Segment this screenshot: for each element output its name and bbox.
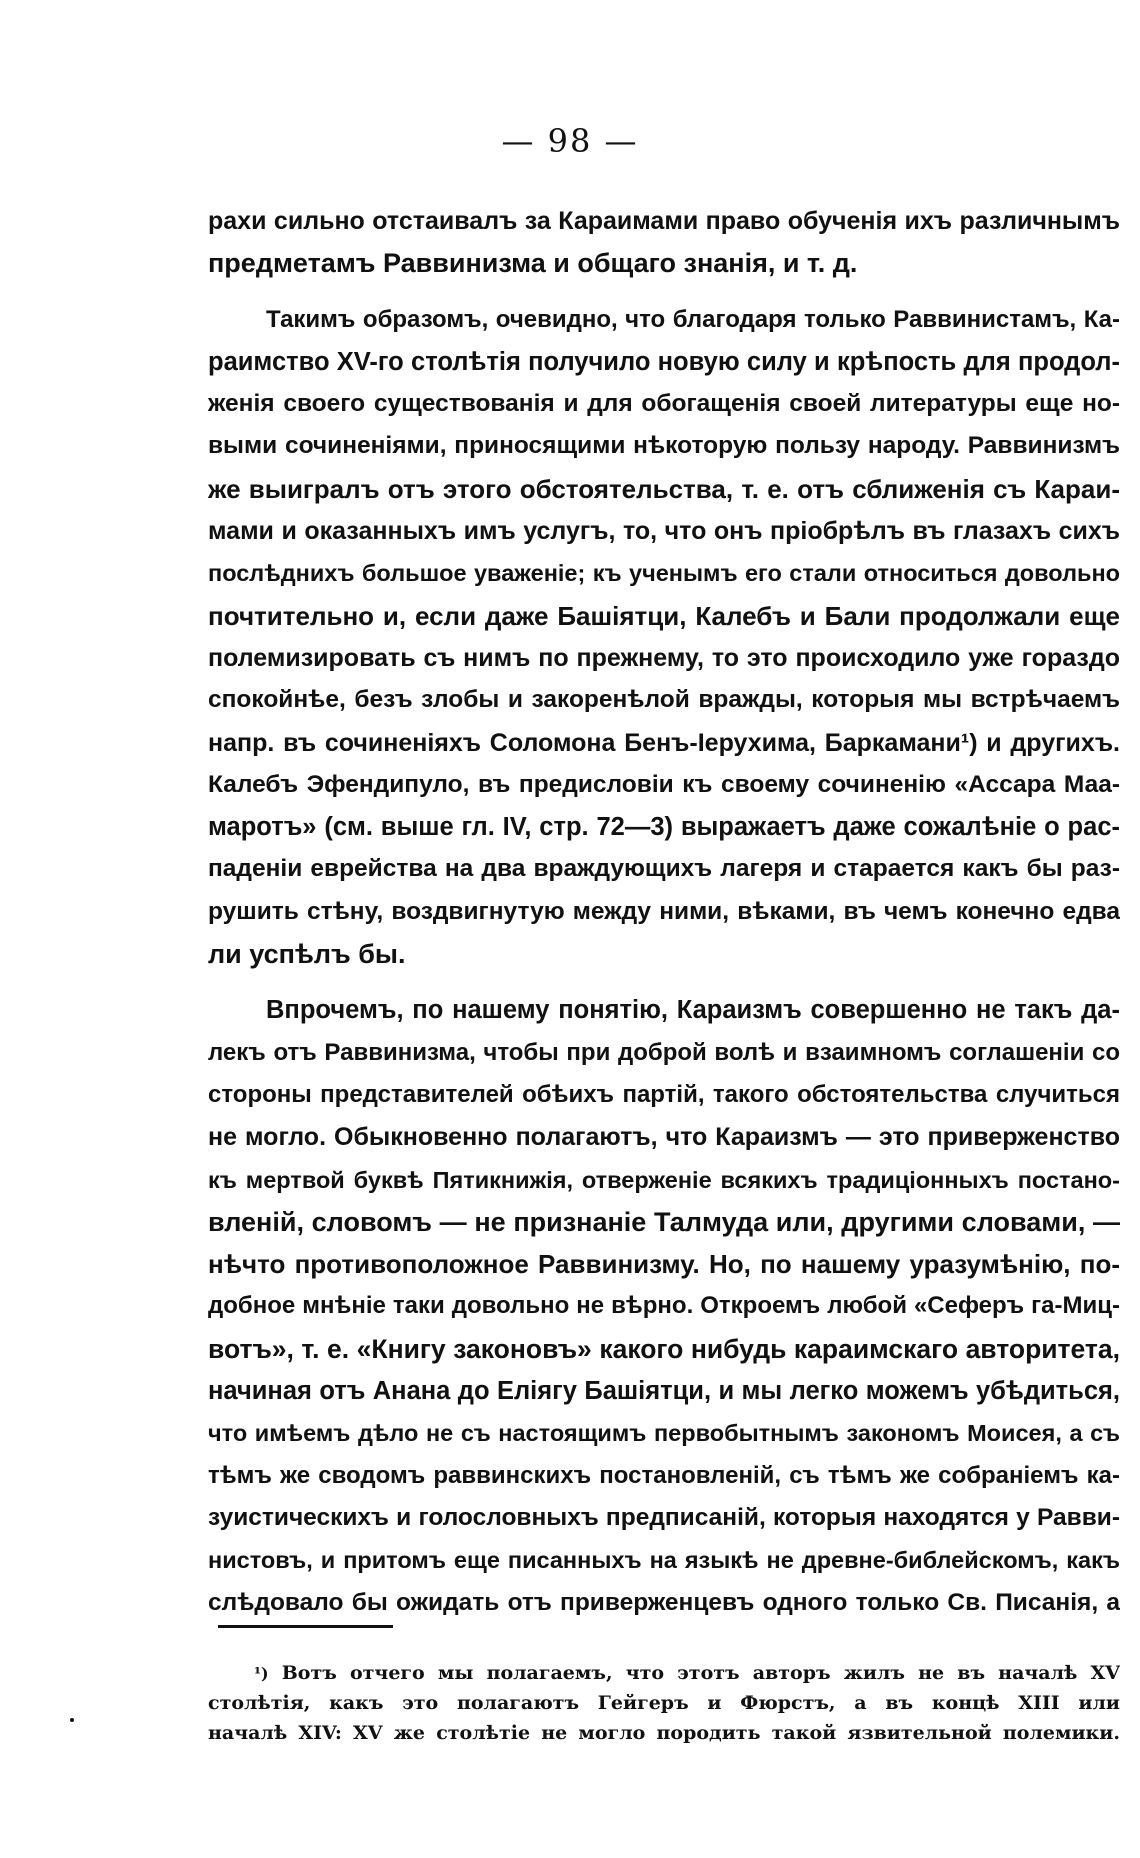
- text-line: женія своего существованія и для обогащенія своей литературы еще но-: [208, 390, 1120, 418]
- text-line: ли успѣлъ бы.: [208, 939, 406, 970]
- paragraph-start-line: Такимъ образомъ, очевидно, что благодаря только Раввинистамъ, Ка-: [266, 305, 1120, 333]
- text-line: начиная отъ Анана до Еліягу Башіятци, и мы легко можемъ убѣдиться,: [208, 1377, 1120, 1406]
- text-line: къ мертвой буквѣ Пятикнижія, отверженіе всякихъ традиціонныхъ постано-: [208, 1166, 1120, 1193]
- text-line: выми сочиненіями, приносящими нѣкоторую пользу народу. Раввинизмъ: [208, 432, 1120, 460]
- text-line: нистовъ, и притомъ еще писанныхъ на языкѣ не древне-библейскомъ, какъ: [208, 1547, 1120, 1574]
- text-line: спокойнѣе, безъ злобы и закоренѣлой вражды, которыя мы встрѣчаемъ: [208, 686, 1120, 714]
- text-line: мами и оказанныхъ имъ услугъ, то, что онъ пріобрѣлъ въ глазахъ сихъ: [208, 517, 1120, 546]
- text-line: раимство XV-го столѣтія получило новую силу и крѣпость для продол-: [208, 347, 1120, 376]
- text-line: почтительно и, если даже Башіятци, Калебъ и Бали продолжали еще: [208, 600, 1120, 631]
- text-line: что имѣемъ дѣло не съ настоящимъ первобытнымъ закономъ Моисея, а съ: [208, 1420, 1120, 1447]
- text-line: тѣмъ же сводомъ раввинскихъ постановленій, съ тѣмъ же собраніемъ ка-: [208, 1461, 1120, 1489]
- text-line: предметамъ Раввинизма и общаго знанія, и т. д.: [208, 248, 858, 279]
- text-line: послѣднихъ большое уваженіе; къ ученымъ его стали относиться довольно: [208, 560, 1120, 587]
- text-line: Калебъ Эфендипуло, въ предисловіи къ своему сочиненію «Ассара Маа-: [208, 770, 1120, 798]
- paragraph-start-line: Впрочемъ, по нашему понятію, Караизмъ совершенно не такъ да-: [266, 996, 1120, 1025]
- page-number: — 98 —: [501, 122, 639, 160]
- text-line: маротъ» (см. выше гл. IV, стр. 72—3) выражаетъ даже сожалѣніе о рас-: [208, 813, 1120, 842]
- text-line: не могло. Обыкновенно полагаютъ, что Караизмъ — это приверженство: [208, 1123, 1120, 1152]
- text-line: же выигралъ отъ этого обстоятельства, т. е. отъ сближенія съ Караи-: [208, 473, 1120, 504]
- text-line: стороны представителей обѣихъ партій, такого обстоятельства случиться: [208, 1080, 1120, 1108]
- footnote-line: столѣтія, какъ это полагаютъ Гейгеръ и Фюрстъ, а въ концѣ XIII или: [208, 1692, 1120, 1714]
- text-line: рахи сильно отстаивалъ за Караимами право обученія ихъ различнымъ: [208, 207, 1120, 235]
- text-line: паденіи еврейства на два враждующихъ лагеря и старается какъ бы раз-: [208, 855, 1120, 883]
- footnote-line: началѣ XIV: XV же столѣтіе не могло породить такой язвительной полемики.: [208, 1722, 1120, 1744]
- text-line: добное мнѣніе таки довольно не вѣрно. Откроемъ любой «Сеферъ га-Миц-: [208, 1292, 1120, 1320]
- text-line: напр. въ сочиненіяхъ Соломона Бенъ-Іерухима, Баркамани¹) и другихъ.: [208, 728, 1120, 757]
- text-line: нѣчто противоположное Раввинизму. Но, по нашему уразумѣнію, по-: [208, 1249, 1120, 1280]
- text-line: слѣдовало бы ожидать отъ приверженцевъ одного только Св. Писанія, а: [208, 1588, 1120, 1616]
- footnote-marker: ¹): [254, 1664, 269, 1683]
- footnote-line: [208, 1658, 1120, 1688]
- text-line: лекъ отъ Раввинизма, чтобы при доброй волѣ и взаимномъ соглашеніи со: [208, 1038, 1120, 1066]
- footnote: [208, 1658, 1120, 1748]
- margin-speck: [70, 1718, 74, 1722]
- footnote-separator: [218, 1625, 393, 1628]
- text-line: рушить стѣну, воздвигнутую между ними, вѣками, въ чемъ конечно едва: [208, 897, 1120, 925]
- text-line: полемизировать съ нимъ по прежнему, то это происходило уже гораздо: [208, 643, 1120, 672]
- footnote-text: Вотъ отчего мы полагаемъ, что этотъ авторъ жилъ не въ началѣ XV: [281, 1662, 1120, 1684]
- body-text: [208, 200, 1120, 1624]
- text-line: вленій, словомъ — не признаніе Талмуда или, другими словами, —: [208, 1206, 1120, 1237]
- text-line: вотъ», т. е. «Книгу законовъ» какого нибудь караимскаго авторитета,: [208, 1333, 1120, 1364]
- text-line: зуистическихъ и голословныхъ предписаній, которыя находятся у Равви-: [208, 1503, 1120, 1531]
